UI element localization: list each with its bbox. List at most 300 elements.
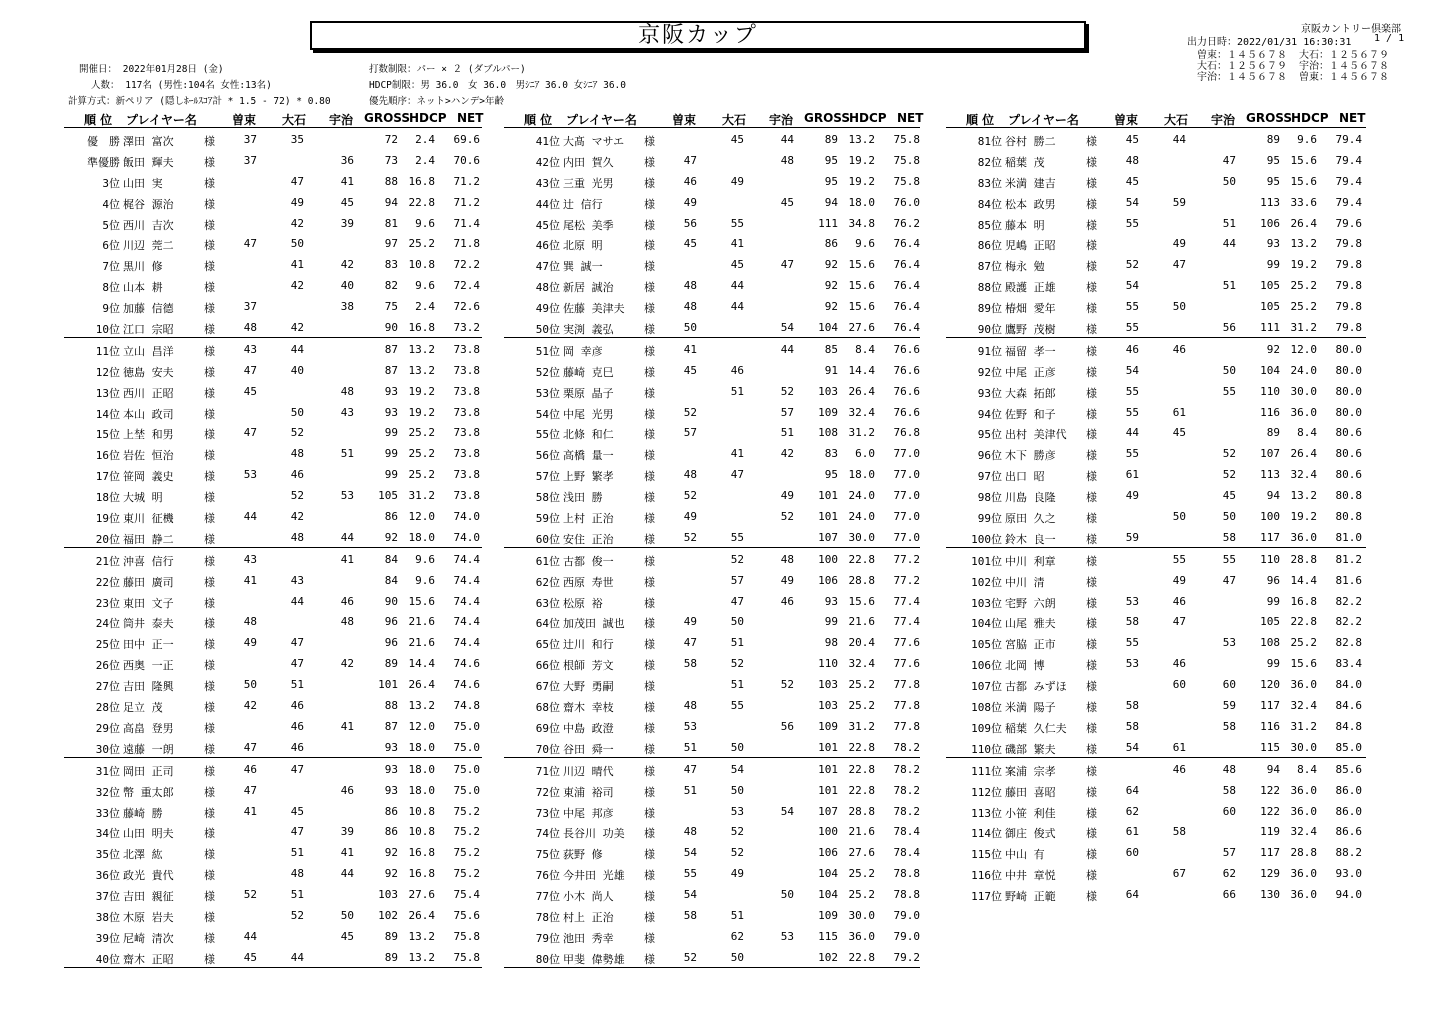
score-course-2: 50 <box>730 783 744 797</box>
player-name: 幣 重太郎 <box>123 785 174 799</box>
rank: 10位 <box>95 323 120 337</box>
hdcp: 13.2 <box>408 699 435 713</box>
gross: 86 <box>384 804 398 818</box>
honorific: 様 <box>204 239 215 253</box>
gross: 109 <box>818 908 838 922</box>
score-course-1: 52 <box>243 888 257 902</box>
rank: 27位 <box>95 680 120 694</box>
rank: 4位 <box>102 197 120 211</box>
rank: 22位 <box>95 575 120 589</box>
rank: 62位 <box>535 575 560 589</box>
honorific: 様 <box>204 848 215 862</box>
rank: 114位 <box>971 827 1002 841</box>
player-name: 川島 良隆 <box>1005 491 1056 505</box>
course-order-text: 大石：１２５６７９ <box>1299 50 1389 61</box>
rank: 111位 <box>971 764 1002 778</box>
gross: 88 <box>384 174 398 188</box>
score-course-1: 54 <box>683 846 697 860</box>
table-row <box>64 526 482 548</box>
rank: 101位 <box>971 554 1002 568</box>
gross: 87 <box>384 342 398 356</box>
player-name: 谷村 勝二 <box>1005 135 1056 148</box>
gross: 96 <box>384 636 398 650</box>
gross: 83 <box>824 447 838 461</box>
course-order-text: 大石：１２５６７９ <box>1197 61 1287 72</box>
net: 75.0 <box>453 783 480 797</box>
score-course-2: 52 <box>290 426 304 440</box>
score-course-2: 47 <box>290 657 304 671</box>
player-name: 安住 正治 <box>563 532 614 546</box>
results-column-3 <box>946 109 1366 904</box>
hdcp: 26.4 <box>1290 216 1317 230</box>
net: 79.8 <box>1335 237 1362 251</box>
honorific: 様 <box>1086 491 1097 505</box>
hdcp: 13.2 <box>408 929 435 943</box>
score-course-1: 47 <box>683 153 697 167</box>
gross: 116 <box>1260 405 1280 419</box>
table-row <box>946 274 1366 295</box>
score-course-1: 45 <box>243 950 257 964</box>
gross: 115 <box>818 929 838 943</box>
score-course-1: 46 <box>1125 342 1139 356</box>
score-course-3: 47 <box>1222 573 1236 587</box>
hdcp: 36.0 <box>1290 530 1317 544</box>
honorific: 様 <box>644 764 655 778</box>
net: 79.4 <box>1335 153 1362 167</box>
net: 84.8 <box>1335 719 1362 733</box>
honorific: 様 <box>204 281 215 295</box>
player-name: 加茂田 誠也 <box>563 617 625 631</box>
net: 84.0 <box>1335 678 1362 692</box>
net: 86.0 <box>1335 783 1362 797</box>
net: 74.8 <box>453 699 480 713</box>
player-name: 新居 誠治 <box>563 281 614 295</box>
score-course-2: 49 <box>1172 237 1186 251</box>
player-name: 松原 裕 <box>563 596 603 610</box>
player-name: 中山 有 <box>1005 848 1045 862</box>
table-row <box>64 232 482 253</box>
score-course-1: 61 <box>1125 468 1139 482</box>
score-course-3: 41 <box>340 552 354 566</box>
score-course-1: 47 <box>683 762 697 776</box>
gross: 89 <box>1266 426 1280 440</box>
honorific: 様 <box>1086 218 1097 232</box>
rank: 60位 <box>535 532 560 546</box>
hdcp: 18.0 <box>408 783 435 797</box>
gross: 91 <box>824 363 838 377</box>
player-name: 荻野 修 <box>563 848 603 862</box>
player-name: 上村 正治 <box>563 512 614 526</box>
table-row <box>504 631 920 652</box>
gross: 82 <box>384 279 398 293</box>
score-course-3: 54 <box>780 804 794 818</box>
rank: 13位 <box>95 386 120 400</box>
gross: 115 <box>1260 740 1280 754</box>
gross: 111 <box>818 216 838 230</box>
player-name: 谷田 舜一 <box>563 742 614 756</box>
player-name: 東田 文子 <box>123 596 174 610</box>
net: 83.4 <box>1335 657 1362 671</box>
net: 72.4 <box>453 279 480 293</box>
net: 80.0 <box>1335 342 1362 356</box>
player-name: 尾松 美季 <box>563 218 614 232</box>
rank: 117位 <box>971 890 1002 904</box>
gross: 86 <box>384 510 398 524</box>
player-name: 野崎 正範 <box>1005 890 1056 904</box>
gross: 81 <box>384 216 398 230</box>
honorific: 様 <box>644 721 655 735</box>
rank: 9位 <box>102 302 120 316</box>
gross: 92 <box>824 300 838 314</box>
score-course-3: 52 <box>780 678 794 692</box>
hdcp: 15.6 <box>1290 153 1317 167</box>
score-course-2: 46 <box>1172 594 1186 608</box>
honorific: 様 <box>1086 449 1097 463</box>
honorific: 様 <box>644 869 655 883</box>
table-row <box>946 421 1366 442</box>
hdcp: 36.0 <box>1290 678 1317 692</box>
gross: 88 <box>384 699 398 713</box>
net: 79.8 <box>1335 300 1362 314</box>
player-name: 小木 尚人 <box>563 890 614 904</box>
honorific: 様 <box>644 470 655 484</box>
hdcp: 25.2 <box>1290 279 1317 293</box>
player-name: 鈴木 良一 <box>1005 532 1056 546</box>
hdcp: 15.6 <box>1290 657 1317 671</box>
page-number: 1 / 1 <box>1374 33 1405 44</box>
gross: 110 <box>1260 384 1280 398</box>
player-name: 宅野 六朗 <box>1005 596 1056 610</box>
score-course-3: 55 <box>1222 552 1236 566</box>
score-course-1: 48 <box>683 279 697 293</box>
player-name: 西川 吉次 <box>123 218 174 232</box>
rank: 28位 <box>95 701 120 715</box>
rank: 23位 <box>95 596 120 610</box>
rank: 59位 <box>535 512 560 526</box>
header-net: NET <box>457 111 484 125</box>
hdcp: 14.4 <box>848 363 875 377</box>
score-course-2: 52 <box>290 908 304 922</box>
score-course-2: 45 <box>290 804 304 818</box>
score-course-1: 45 <box>683 363 697 377</box>
honorific: 様 <box>644 491 655 505</box>
rank: 66位 <box>535 659 560 673</box>
score-course-3: 44 <box>780 342 794 356</box>
rank: 5位 <box>102 218 120 232</box>
score-course-3: 58 <box>1222 719 1236 733</box>
rank: 39位 <box>95 931 120 945</box>
gross: 117 <box>1260 846 1280 860</box>
net: 75.0 <box>453 719 480 733</box>
gross: 120 <box>1260 678 1280 692</box>
rank: 67位 <box>535 680 560 694</box>
hdcp: 32.4 <box>1290 468 1317 482</box>
net: 76.6 <box>893 342 920 356</box>
table-row <box>64 590 482 611</box>
score-course-3: 53 <box>340 489 354 503</box>
rank: 準優勝 <box>87 155 120 169</box>
hdcp: 30.0 <box>848 530 875 544</box>
table-row <box>504 841 920 862</box>
table-row <box>504 338 920 359</box>
course-order-text: 曽束：１４５６７８ <box>1197 50 1287 61</box>
header-net: NET <box>897 111 924 125</box>
hdcp: 15.6 <box>848 300 875 314</box>
table-row <box>64 421 482 442</box>
gross: 99 <box>1266 657 1280 671</box>
score-course-1: 55 <box>1125 636 1139 650</box>
score-course-1: 53 <box>1125 594 1139 608</box>
net: 74.4 <box>453 594 480 608</box>
table-row <box>64 128 482 149</box>
header-net: NET <box>1339 111 1366 125</box>
hdcp: 16.8 <box>408 846 435 860</box>
hdcp: 15.6 <box>848 279 875 293</box>
hdcp: 22.8 <box>848 762 875 776</box>
table-row <box>64 610 482 631</box>
gross: 93 <box>384 762 398 776</box>
player-name: 佐藤 美津夫 <box>563 302 625 316</box>
gross: 107 <box>818 804 838 818</box>
player-name: 北原 明 <box>563 239 603 253</box>
score-course-1: 53 <box>683 719 697 733</box>
gross: 102 <box>818 950 838 964</box>
table-row <box>64 359 482 380</box>
table-row <box>64 820 482 841</box>
score-course-2: 49 <box>290 195 304 209</box>
net: 80.6 <box>1335 468 1362 482</box>
gross: 108 <box>818 426 838 440</box>
score-course-1: 49 <box>683 615 697 629</box>
score-course-1: 51 <box>683 740 697 754</box>
honorific: 様 <box>644 848 655 862</box>
net: 78.8 <box>893 888 920 902</box>
honorific: 様 <box>644 365 655 379</box>
score-course-1: 48 <box>243 321 257 335</box>
hdcp: 6.0 <box>855 447 875 461</box>
gross: 107 <box>818 530 838 544</box>
gross: 94 <box>384 195 398 209</box>
table-row <box>946 779 1366 800</box>
table-row <box>64 862 482 883</box>
score-course-2: 46 <box>290 719 304 733</box>
net: 86.6 <box>1335 825 1362 839</box>
score-course-2: 46 <box>1172 342 1186 356</box>
gross: 101 <box>818 762 838 776</box>
hdcp: 31.2 <box>1290 719 1317 733</box>
net: 76.0 <box>893 195 920 209</box>
hdcp: 16.8 <box>408 867 435 881</box>
header-gross: GROSS <box>364 111 411 125</box>
gross: 89 <box>384 657 398 671</box>
player-name: 中島 政澄 <box>563 721 614 735</box>
score-course-2: 50 <box>730 615 744 629</box>
rank: 99位 <box>977 512 1002 526</box>
honorific: 様 <box>204 806 215 820</box>
column-header <box>504 109 924 128</box>
player-name: 尼崎 清次 <box>123 931 174 945</box>
hdcp: 15.6 <box>848 258 875 272</box>
score-course-2: 42 <box>290 216 304 230</box>
net: 77.2 <box>893 552 920 566</box>
gross: 83 <box>384 258 398 272</box>
course-order-text: 宇治：１４５６７８ <box>1197 72 1287 83</box>
table-row <box>946 758 1366 779</box>
gross: 106 <box>818 846 838 860</box>
score-course-2: 58 <box>1172 825 1186 839</box>
player-name: 米満 陽子 <box>1005 701 1056 715</box>
score-course-1: 55 <box>683 867 697 881</box>
player-name: 高畠 登男 <box>123 721 174 735</box>
gross: 117 <box>1260 530 1280 544</box>
score-course-2: 47 <box>730 468 744 482</box>
gross: 92 <box>384 530 398 544</box>
rank: 98位 <box>977 491 1002 505</box>
gross: 100 <box>818 552 838 566</box>
score-course-1: 49 <box>1125 489 1139 503</box>
net: 77.4 <box>893 615 920 629</box>
net: 72.2 <box>453 258 480 272</box>
score-course-1: 41 <box>243 573 257 587</box>
score-course-1: 52 <box>683 489 697 503</box>
gross: 90 <box>384 594 398 608</box>
net: 80.0 <box>1335 405 1362 419</box>
honorific: 様 <box>204 910 215 924</box>
player-name: 福留 孝一 <box>1005 344 1056 358</box>
net: 75.2 <box>453 867 480 881</box>
score-course-3: 50 <box>1222 510 1236 524</box>
player-name: 児嶋 正昭 <box>1005 239 1056 253</box>
net: 75.0 <box>453 762 480 776</box>
score-course-1: 64 <box>1125 888 1139 902</box>
player-name: 中井 章悦 <box>1005 869 1056 883</box>
table-row <box>504 316 920 338</box>
player-name: 梶谷 源治 <box>123 197 174 211</box>
hdcp: 10.8 <box>408 825 435 839</box>
rank: 77位 <box>535 890 560 904</box>
hdcp: 32.4 <box>848 405 875 419</box>
gross: 96 <box>384 615 398 629</box>
player-name: 中尾 邦彦 <box>563 806 614 820</box>
score-course-2: 41 <box>730 447 744 461</box>
gross: 92 <box>384 846 398 860</box>
score-course-2: 45 <box>730 133 744 146</box>
score-course-2: 48 <box>290 867 304 881</box>
honorific: 様 <box>204 532 215 546</box>
hdcp: 12.0 <box>408 719 435 733</box>
honorific: 様 <box>1086 575 1097 589</box>
gross: 92 <box>1266 342 1280 356</box>
player-name: 岩佐 恒治 <box>123 449 174 463</box>
score-course-2: 50 <box>290 237 304 251</box>
rank: 115位 <box>971 848 1002 862</box>
hdcp: 13.2 <box>408 950 435 964</box>
hdcp: 22.8 <box>1290 615 1317 629</box>
gross: 99 <box>384 468 398 482</box>
score-course-2: 44 <box>290 342 304 356</box>
score-course-1: 61 <box>1125 825 1139 839</box>
player-name: 齋木 正昭 <box>123 952 174 966</box>
net: 79.8 <box>1335 279 1362 293</box>
honorific: 様 <box>1086 176 1097 190</box>
gross: 104 <box>818 321 838 335</box>
net: 81.2 <box>1335 552 1362 566</box>
rank: 109位 <box>971 721 1002 735</box>
table-row <box>946 338 1366 359</box>
player-name: 椿畑 愛年 <box>1005 302 1056 316</box>
net: 77.0 <box>893 530 920 544</box>
gross: 93 <box>824 594 838 608</box>
rank: 48位 <box>535 281 560 295</box>
table-row <box>946 569 1366 590</box>
net: 84.6 <box>1335 699 1362 713</box>
table-row <box>64 316 482 338</box>
results-column-1 <box>64 109 482 968</box>
hdcp: 25.2 <box>408 468 435 482</box>
net: 78.4 <box>893 846 920 860</box>
gross: 95 <box>824 468 838 482</box>
score-course-3: 44 <box>780 133 794 146</box>
honorific: 様 <box>1086 617 1097 631</box>
hdcp: 2.4 <box>415 133 435 146</box>
net: 80.8 <box>1335 489 1362 503</box>
honorific: 様 <box>644 554 655 568</box>
hdcp: 26.4 <box>1290 447 1317 461</box>
gross: 103 <box>818 678 838 692</box>
rank: 47位 <box>535 260 560 274</box>
rank: 56位 <box>535 449 560 463</box>
honorific: 様 <box>204 470 215 484</box>
net: 73.8 <box>453 405 480 419</box>
honorific: 様 <box>644 323 655 337</box>
player-name: 御庄 俊式 <box>1005 827 1056 841</box>
table-row <box>64 484 482 505</box>
gross: 103 <box>818 384 838 398</box>
net: 75.8 <box>893 133 920 146</box>
rank: 108位 <box>971 701 1002 715</box>
player-name: 西川 正昭 <box>123 386 174 400</box>
score-course-2: 45 <box>1172 426 1186 440</box>
table-row <box>946 505 1366 526</box>
rank: 81位 <box>977 135 1002 148</box>
score-course-1: 47 <box>243 426 257 440</box>
rank: 97位 <box>977 470 1002 484</box>
table-row <box>64 191 482 212</box>
player-name: 稲葉 茂 <box>1005 155 1045 169</box>
player-name: 沖喜 信行 <box>123 554 174 568</box>
score-course-2: 48 <box>290 447 304 461</box>
honorific: 様 <box>204 638 215 652</box>
score-course-1: 58 <box>1125 699 1139 713</box>
gross: 122 <box>1260 783 1280 797</box>
hdcp: 13.2 <box>408 342 435 356</box>
rank: 35位 <box>95 848 120 862</box>
score-course-2: 46 <box>290 468 304 482</box>
rank: 72位 <box>535 785 560 799</box>
table-row <box>64 800 482 821</box>
net: 75.4 <box>453 888 480 902</box>
rank: 112位 <box>971 785 1002 799</box>
table-row <box>64 631 482 652</box>
gross: 73 <box>384 153 398 167</box>
player-name: 内田 賀久 <box>563 155 614 169</box>
net: 76.4 <box>893 321 920 335</box>
player-name: 吉田 親征 <box>123 890 174 904</box>
honorific: 様 <box>644 428 655 442</box>
score-course-1: 55 <box>1125 405 1139 419</box>
gross: 89 <box>384 929 398 943</box>
score-course-2: 35 <box>290 133 304 146</box>
